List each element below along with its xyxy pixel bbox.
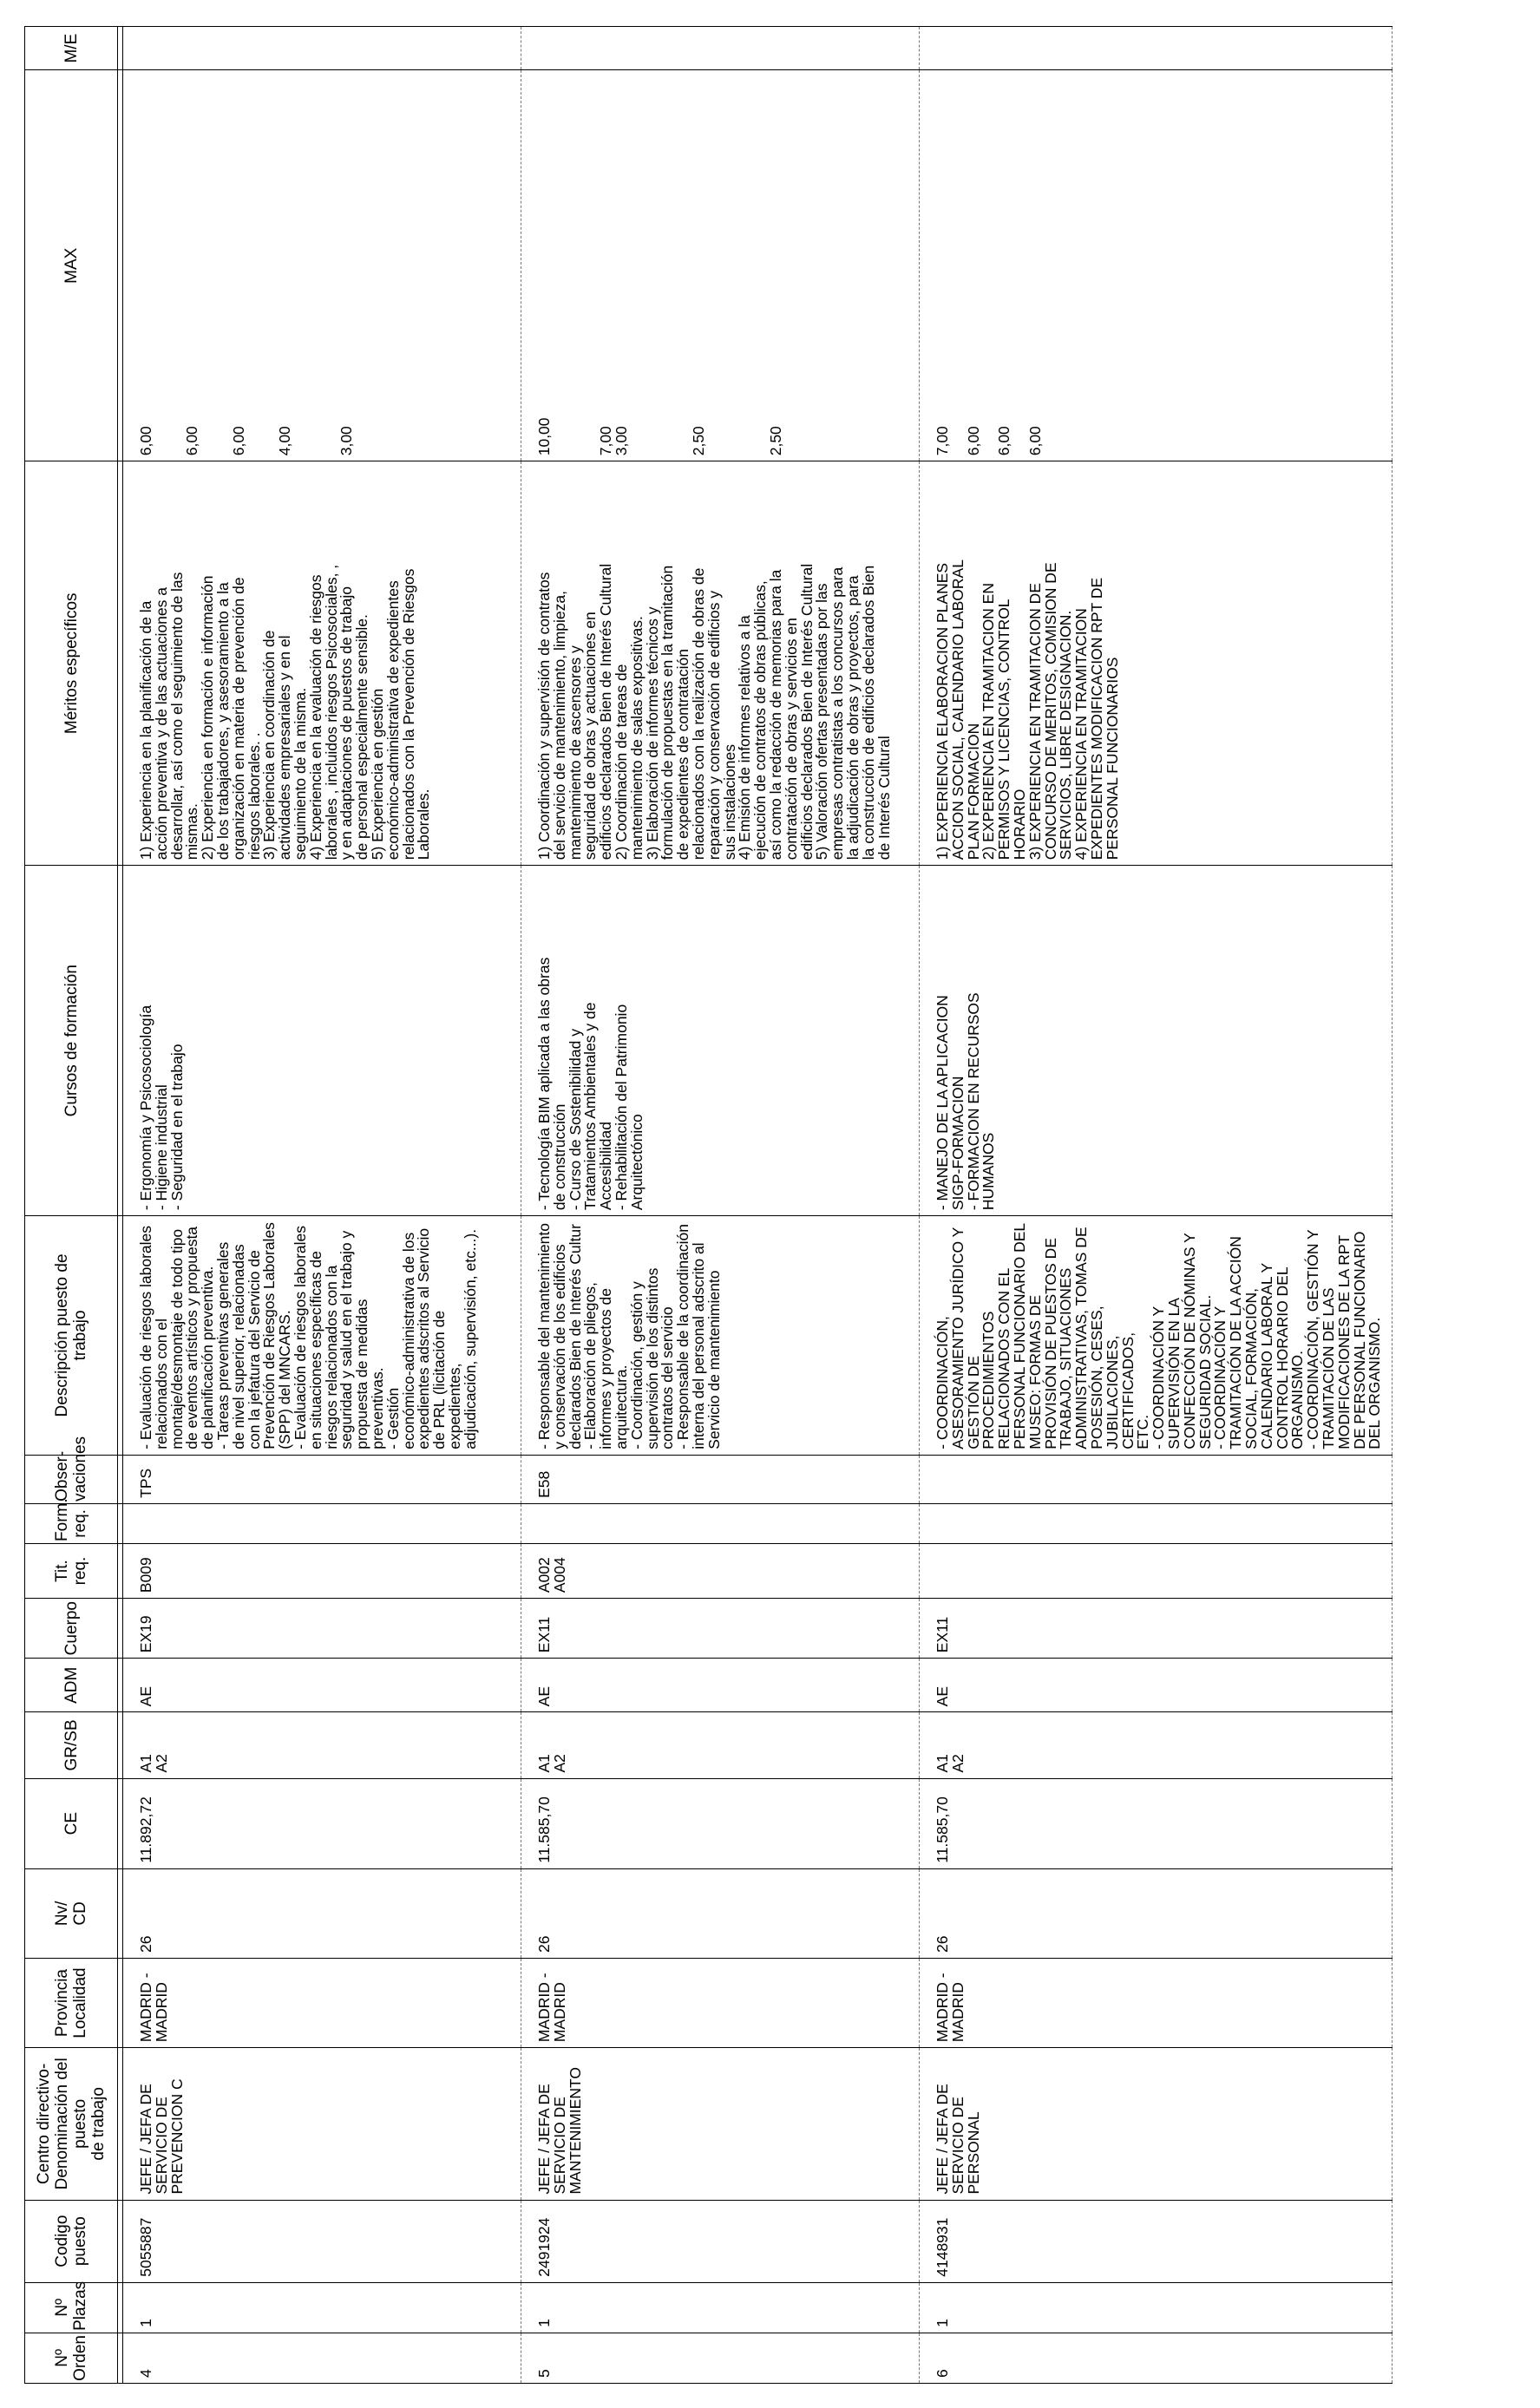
header-observaciones: Obser- vaciones [25, 1455, 118, 1503]
cell-provincia: MADRID - MADRID [920, 1958, 1393, 2047]
header-orden: Nº Orden [25, 2333, 118, 2383]
cell-nivel: 26 [920, 1868, 1393, 1958]
cell-observaciones [920, 1455, 1393, 1503]
header-nivel: Nv/ CD [25, 1868, 118, 1958]
header-adm: ADM [25, 1659, 118, 1712]
table-row [521, 27, 920, 2384]
cell-grupo: A1 A2 [920, 1712, 1393, 1778]
header-max: MAX [25, 70, 118, 461]
cell-descripcion: - Responsable del mantenimiento y conservación de los edificios declarados Bien de Interés Cultur - Elaboración de pliegos, informes y proyectos de arquitectura. - Coordinación, gestión y supervisión de los distintos contratos del servicio - Responsable de la coordinación interna del personal adscrito al Servicio de mantenimiento [521, 1216, 920, 1456]
cell-grupo: A1 A2 [521, 1712, 920, 1778]
cell-adm: AE [123, 1659, 521, 1712]
cell-adm: AE [521, 1659, 920, 1712]
header-cursos: Cursos de formación [25, 866, 118, 1216]
header-formacion: Form. req. [25, 1503, 118, 1543]
cell-ce: 11.585,70 [920, 1778, 1393, 1868]
cell-grupo: A1 A2 [123, 1712, 521, 1778]
header-cuerpo: Cuerpo [25, 1599, 118, 1659]
header-titulacion: Tit. req. [25, 1543, 118, 1598]
header-me: M/E [25, 27, 118, 70]
cell-plazas: 1 [521, 2282, 920, 2333]
cell-centro: JEFE / JEFA DE SERVICIO DE PREVENCION C [123, 2048, 521, 2200]
cell-cuerpo: EX11 [920, 1599, 1393, 1659]
cell-plazas: 1 [123, 2282, 521, 2333]
cell-cursos: - MANEJO DE LA APLICACION SIGP-FORMACION - FORMACION EN RECURSOS HUMANOS [920, 866, 1393, 1216]
cell-me [123, 27, 521, 70]
header-ce: CE [25, 1778, 118, 1868]
cell-codigo: 2491924 [521, 2200, 920, 2282]
table-row [920, 27, 1393, 2384]
cell-meritos: 1) Coordinación y supervisión de contratos del servicio de mantenimiento, limpieza, mantenimiento de ascensores y seguridad de obras y actuaciones en edificios declarados Bien de Interés Cultural 2) Coordinación de tareas de mantenimiento de salas expositivas. 3) Elaboración de informes técnicos y formulación de propuestas en la tramitación de expedientes de contratación relacionados con la realización de obras de reparación y conservación de edificios y sus instalaciones 4) Emisión de informes relativos a la ejecución de contratos de obras públicas, así como la redacción de memorias para la contratación de obras y servicios en edificios declarados Bien de Interés Cultural 5) Valoración ofertas presentadas por las empresas contratistas a los concursos para la adjudicación de obras y proyectos, para la construcción de edificios declarados Bien de Interés Cultural [521, 461, 920, 866]
cell-titulacion: B009 [123, 1543, 521, 1598]
header-meritos: Méritos específicos [25, 461, 118, 866]
cell-descripcion: - COORDINACIÓN, ASESORAMIENTO JURÍDICO Y GESTIÓN DE PROCEDIMIENTOS RELACIONADOS CON EL PERSONAL FUNCIONARIO DEL MUSEO: FORMAS DE PROVISIÓN DE PUESTOS DE TRABAJO, SITUACIONES ADMINISTRATIVAS, TOMAS DE POSESIÓN, CESES, JUBILACIONES, CERTIFICADOS, ETC. - COORDINACIÓN Y SUPERVISIÓN EN LA CONFECCIÓN DE NÓMINAS Y SEGURIDAD SOCIAL. - COORDINACIÓN Y TRAMITACIÓN DE LA ACCIÓN SOCIAL, FORMACIÓN, CALENDARIO LABORAL Y CONTROL HORARIO DEL ORGANISMO. - COORDINACIÓN, GESTIÓN Y TRAMITACIÓN DE LAS MODIFICACIONES DE LA RPT DE PERSONAL FUNCIONARIO DEL ORGANISMO. [920, 1216, 1393, 1456]
table-row [123, 27, 521, 2384]
cell-titulacion [920, 1543, 1393, 1598]
cell-descripcion: - Evaluación de riesgos laborales relacionados con el montaje/desmontaje de todo tipo de eventos artísticos y propuesta de planificación preventiva. - Tareas preventivas generales de nivel superior, relacionadas con la jefatura del Servicio de Prevención de Riesgos Laborales (SPP) del MNCARS. - Evaluación de riesgos laborales en situaciones específicas de riesgos relacionados con la seguridad y salud en el trabajo y propuesta de medidas preventivas. - Gestión económico-administrativa de los expedientes adscritos al Servicio de PRL (licitación de expedientes, adjudicación, supervisión, etc...). [123, 1216, 521, 1456]
cell-codigo: 4148931 [920, 2200, 1393, 2282]
cell-max: 7,00 6,00 6,00 6,00 [920, 70, 1393, 461]
cell-me [920, 27, 1393, 70]
cell-provincia: MADRID - MADRID [123, 1958, 521, 2047]
header-provincia: Provincia Localidad [25, 1958, 118, 2047]
cell-meritos: 1) EXPERIENCIA ELABORACION PLANES ACCION SOCIAL, CALENDARIO LABORAL PLAN FORMACION 2) EXPERIENCIA EN TRAMITACION EN PERMISOS Y LICENCIAS, CONTROL HORARIO 3) EXPERIENCIA EN TRAMITACION DE CONCURSO DE MERITOS, COMISION DE SERVICIOS, LIBRE DESIGNACION. 4) EXPERIENCIA EN TRAMITACION EXPEDIENTES MODIFICACION RPT DE PERSONAL FUNCIONARIOS [920, 461, 1393, 866]
cell-codigo: 5055887 [123, 2200, 521, 2282]
header-descripcion: Descripción puesto de trabajo [25, 1216, 118, 1456]
cell-cuerpo: EX19 [123, 1599, 521, 1659]
cell-cuerpo: EX11 [521, 1599, 920, 1659]
header-row [25, 27, 118, 2384]
header-grupo: GR/SB [25, 1712, 118, 1778]
cell-observaciones: TPS [123, 1455, 521, 1503]
positions-table [24, 26, 1393, 2384]
cell-cursos: - Ergonomía y Psicosociología - Higiene industrial - Seguridad en el trabajo [123, 866, 521, 1216]
cell-plazas: 1 [920, 2282, 1393, 2333]
cell-centro: JEFE / JEFA DE SERVICIO DE PERSONAL [920, 2048, 1393, 2200]
cell-formacion [123, 1503, 521, 1543]
cell-ce: 11.892,72 [123, 1778, 521, 1868]
cell-observaciones: E58 [521, 1455, 920, 1503]
header-codigo: Codigo puesto [25, 2200, 118, 2282]
cell-orden: 4 [123, 2333, 521, 2383]
header-centro: Centro directivo- Denominación del puesto de trabajo [25, 2048, 118, 2200]
cell-nivel: 26 [123, 1868, 521, 1958]
cell-formacion [521, 1503, 920, 1543]
cell-orden: 5 [521, 2333, 920, 2383]
cell-orden: 6 [920, 2333, 1393, 2383]
cell-centro: JEFE / JEFA DE SERVICIO DE MANTENIMIENTO [521, 2048, 920, 2200]
cell-ce: 11.585,70 [521, 1778, 920, 1868]
cell-adm: AE [920, 1659, 1393, 1712]
cell-me [521, 27, 920, 70]
cell-max: 6,00 6,00 6,00 4,00 3,00 [123, 70, 521, 461]
cell-titulacion: A002 A004 [521, 1543, 920, 1598]
cell-provincia: MADRID - MADRID [521, 1958, 920, 2047]
header-plazas: Nº Plazas [25, 2282, 118, 2333]
cell-meritos: 1) Experiencia en la planificación de la acción preventiva y de las actuaciones a desarrollar, así como el seguimiento de las mismas. 2) Experiencia en formación e información de los trabajadores, y asesoramiento a la organización en materia de prevención de riesgos laborales. . 3) Experiencia en coordinación de actividades empresariales y en el seguimiento de la misma. 4) Experiencia en la evaluación de riesgos laborales , incluidos riesgos Psicosociales, , y en adaptaciones de puestos de trabajo de personal especialmente sensible. 5) Experiencia en gestión económico-administrativa de expedientes relacionados con la Prevención de Riesgos Laborales. [123, 461, 521, 866]
cell-cursos: - Tecnología BIM aplicada a las obras de construcción - Curso de Sostenibilidad y Tratamientos Ambientales y de Accesibilidad - Rehabilitación del Patrimonio Arquitectónico [521, 866, 920, 1216]
cell-nivel: 26 [521, 1868, 920, 1958]
cell-max: 10,00 7,00 3,00 2,50 2,50 [521, 70, 920, 461]
cell-formacion [920, 1503, 1393, 1543]
